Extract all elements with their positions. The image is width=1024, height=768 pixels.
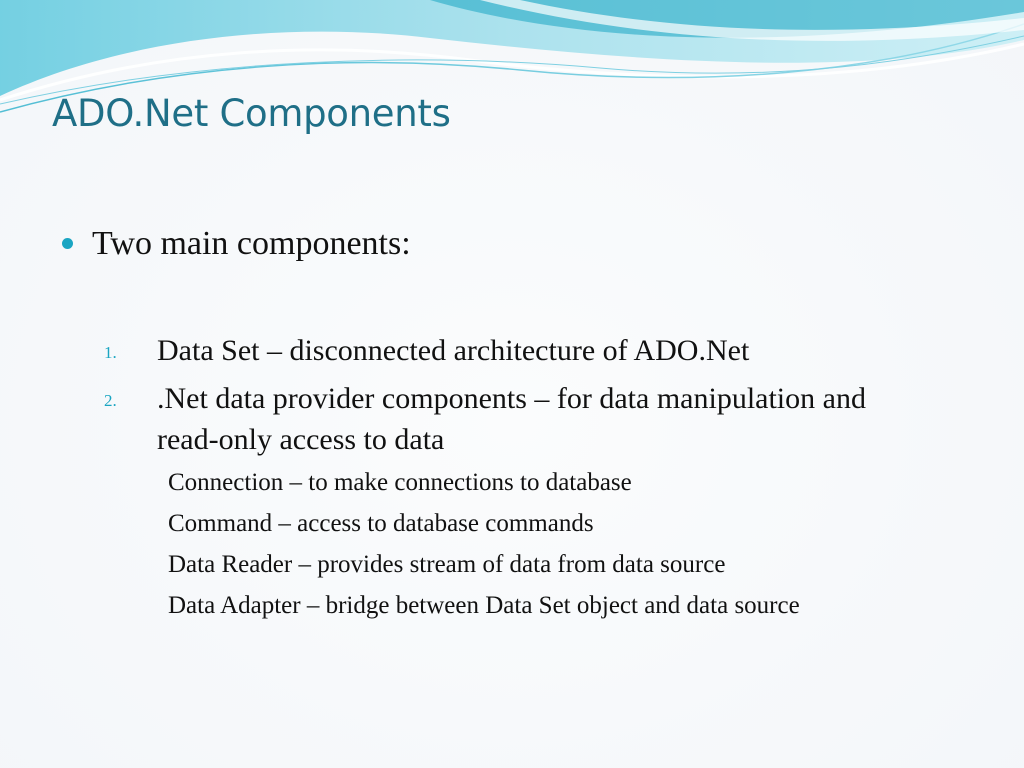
- main-bullet: [62, 222, 411, 266]
- numbered-item-number: 1.: [104, 343, 117, 362]
- sub-item-command: Command – access to database commands: [168, 510, 594, 537]
- numbered-item-number: 2.: [104, 391, 117, 410]
- main-bullet-text: Two main components:: [92, 225, 411, 262]
- slide-title: ADO.Net Components: [52, 92, 451, 135]
- numbered-item-text: Data Set – disconnected architecture of ADO.Net: [157, 334, 750, 367]
- numbered-item-1: [104, 330, 877, 373]
- sub-item-data-adapter: Data Adapter – bridge between Data Set object and data source: [168, 592, 800, 619]
- numbered-item-2: [104, 378, 877, 460]
- sub-item-data-reader: Data Reader – provides stream of data from data source: [168, 551, 726, 578]
- numbered-item-text: .Net data provider components – for data manipulation and read-only access to data: [157, 382, 866, 456]
- sub-item-connection: Connection – to make connections to database: [168, 469, 632, 496]
- bullet-dot-icon: [62, 238, 73, 249]
